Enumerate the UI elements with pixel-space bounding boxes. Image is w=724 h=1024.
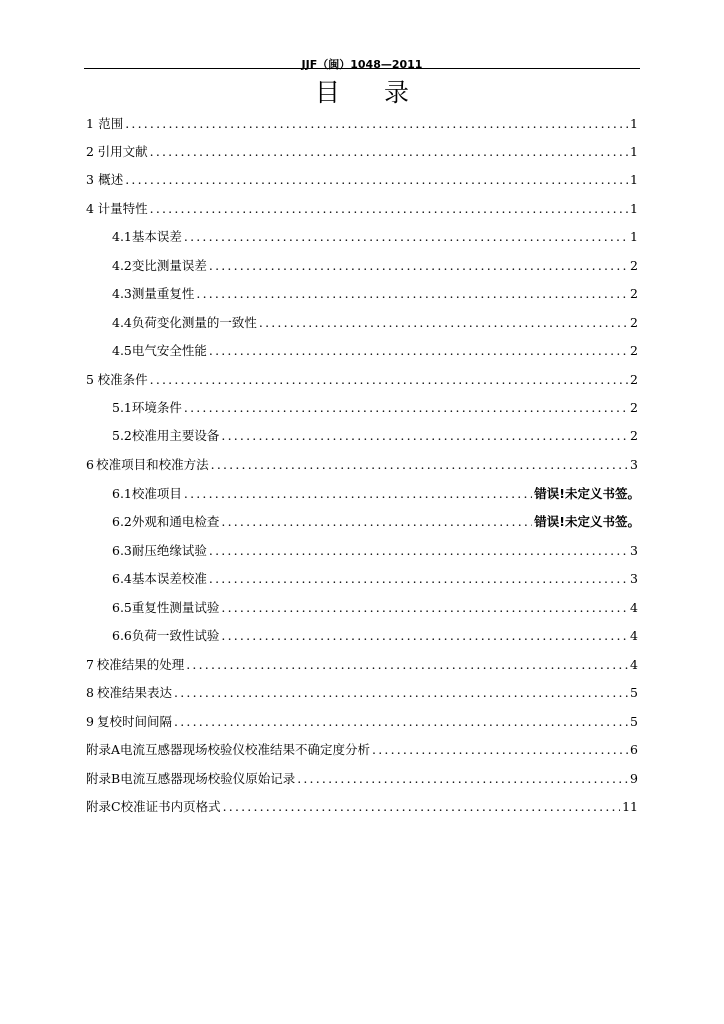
toc-entry-label: 校准结果表达 xyxy=(97,685,173,700)
toc-entry-page: 3 xyxy=(630,457,638,472)
toc-entry-page-error: 错误!未定义书签。 xyxy=(534,514,640,529)
toc-entry-number: 4.3 xyxy=(112,286,132,301)
toc-entry-number: 6.5 xyxy=(112,600,132,615)
toc-entry-page: 1 xyxy=(630,229,638,244)
toc-entry-page: 2 xyxy=(630,428,638,443)
toc-entry[interactable] xyxy=(86,114,638,134)
toc-leader-dots xyxy=(221,428,628,443)
toc-leader-dots xyxy=(209,571,628,586)
toc-entry-label: 外观和通电检查 xyxy=(131,514,220,529)
toc-entry[interactable] xyxy=(86,170,638,190)
toc-entry-number: 1 xyxy=(86,116,94,131)
toc-entry-page: 5 xyxy=(630,714,638,729)
toc-entry-label: 电流互感器现场校验仪校准结果不确定度分析 xyxy=(120,742,371,757)
toc-entry-page: 11 xyxy=(622,799,638,814)
toc-entry-label: 引用文献 xyxy=(97,144,148,159)
toc-entry-number: 2 xyxy=(86,144,94,159)
toc-entry-number: 9 xyxy=(86,714,94,729)
toc-entry[interactable] xyxy=(86,199,638,219)
toc-leader-dots xyxy=(259,315,628,330)
toc-leader-dots xyxy=(184,400,628,415)
toc-entry[interactable] xyxy=(112,341,638,361)
toc-entry-label: 校准用主要设备 xyxy=(131,428,220,443)
toc-leader-dots xyxy=(150,372,628,387)
toc-entry-label: 概述 xyxy=(98,172,124,187)
toc-entry-label: 重复性测量试验 xyxy=(131,600,220,615)
toc-entry-page: 2 xyxy=(630,286,638,301)
toc-entry-page: 1 xyxy=(630,172,638,187)
toc-leader-dots xyxy=(297,771,628,786)
toc-entry[interactable] xyxy=(112,512,640,532)
toc-entry[interactable] xyxy=(112,598,638,618)
toc-entry-label: 基本误差 xyxy=(131,229,182,244)
toc-entry-label: 电气安全性能 xyxy=(131,343,207,358)
toc-entry-number: 5 xyxy=(86,372,94,387)
toc-entry-number: 5.2 xyxy=(112,428,132,443)
toc-leader-dots xyxy=(184,229,628,244)
toc-entry-number: 6.4 xyxy=(112,571,132,586)
toc-entry-label: 负荷变化测量的一致性 xyxy=(131,315,257,330)
document-header: JJF（闽）1048—2011 xyxy=(301,58,423,71)
toc-entry[interactable] xyxy=(112,484,640,504)
toc-leader-dots xyxy=(221,600,628,615)
toc-entry-page: 1 xyxy=(630,201,638,216)
toc-entry-label: 复校时间间隔 xyxy=(97,714,173,729)
toc-entry[interactable] xyxy=(112,284,638,304)
toc-entry-page: 2 xyxy=(630,315,638,330)
toc-entry-label: 耐压绝缘试验 xyxy=(131,543,207,558)
toc-entry-page-error: 错误!未定义书签。 xyxy=(534,486,640,501)
toc-leader-dots xyxy=(221,514,532,529)
toc-entry-label: 校准项目和校准方法 xyxy=(96,457,209,472)
toc-leader-dots xyxy=(223,799,621,814)
toc-entry-number: 8 xyxy=(86,685,94,700)
header-divider xyxy=(84,68,640,69)
toc-entry[interactable] xyxy=(86,455,638,475)
toc-entry-label: 校准证书内页格式 xyxy=(120,799,221,814)
toc-leader-dots xyxy=(150,144,628,159)
toc-entry[interactable] xyxy=(112,313,638,333)
toc-entry[interactable] xyxy=(86,142,638,162)
toc-leader-dots xyxy=(372,742,628,757)
toc-entry-number: 3 xyxy=(86,172,94,187)
toc-entry[interactable] xyxy=(86,740,638,760)
toc-entry-number: 7 xyxy=(86,657,94,672)
toc-leader-dots xyxy=(196,286,628,301)
toc-entry-label: 校准结果的处理 xyxy=(96,657,185,672)
toc-entry-page: 3 xyxy=(630,543,638,558)
toc-entry-label: 负荷一致性试验 xyxy=(131,628,220,643)
toc-entry-number: 4.4 xyxy=(112,315,132,330)
toc-entry[interactable] xyxy=(112,256,638,276)
toc-entry[interactable] xyxy=(86,370,638,390)
toc-leader-dots xyxy=(174,685,628,700)
toc-entry-number: 4 xyxy=(86,201,94,216)
toc-entry[interactable] xyxy=(112,398,638,418)
toc-entry[interactable] xyxy=(86,712,638,732)
toc-leader-dots xyxy=(125,116,628,131)
toc-entry-number: 6.2 xyxy=(112,514,132,529)
toc-entry[interactable] xyxy=(86,797,638,817)
toc-entry-label: 环境条件 xyxy=(131,400,182,415)
toc-entry-page: 5 xyxy=(630,685,638,700)
toc-entry-label: 电流互感器现场校验仪原始记录 xyxy=(120,771,296,786)
toc-entry-page: 6 xyxy=(630,742,638,757)
toc-entry-page: 2 xyxy=(630,343,638,358)
toc-entry-label: 校准条件 xyxy=(97,372,148,387)
toc-leader-dots xyxy=(125,172,628,187)
toc-entry[interactable] xyxy=(112,626,638,646)
toc-entry-number: 附录B xyxy=(86,771,121,786)
toc-entry-page: 2 xyxy=(630,372,638,387)
toc-entry-label: 基本误差校准 xyxy=(131,571,207,586)
toc-entry-number: 4.2 xyxy=(112,258,132,273)
toc-entry[interactable] xyxy=(86,769,638,789)
toc-entry-page: 1 xyxy=(630,116,638,131)
toc-entry[interactable] xyxy=(86,655,638,675)
toc-entry-page: 1 xyxy=(630,144,638,159)
toc-entry-label: 范围 xyxy=(98,116,124,131)
toc-entry-number: 6.3 xyxy=(112,543,132,558)
toc-entry-number: 6 xyxy=(86,457,94,472)
toc-entry-number: 5.1 xyxy=(112,400,132,415)
toc-entry-number: 4.1 xyxy=(112,229,132,244)
page-title: 目录 xyxy=(314,78,453,107)
toc-leader-dots xyxy=(209,258,628,273)
toc-entry-page: 4 xyxy=(630,600,638,615)
toc-entry-page: 4 xyxy=(630,657,638,672)
toc-leader-dots xyxy=(209,343,628,358)
toc-leader-dots xyxy=(184,486,532,501)
toc-entry-page: 4 xyxy=(630,628,638,643)
toc-entry[interactable] xyxy=(86,683,638,703)
toc-entry-number: 附录C xyxy=(86,799,121,814)
toc-entry-label: 校准项目 xyxy=(131,486,182,501)
toc-entry-number: 6.1 xyxy=(112,486,132,501)
toc-entry-label: 计量特性 xyxy=(97,201,148,216)
toc-entry[interactable] xyxy=(112,541,638,561)
toc-entry-number: 附录A xyxy=(86,742,121,757)
toc-entry-page: 9 xyxy=(630,771,638,786)
toc-entry[interactable] xyxy=(112,426,638,446)
toc-entry-label: 变比测量误差 xyxy=(131,258,207,273)
toc-leader-dots xyxy=(186,657,628,672)
toc-leader-dots xyxy=(221,628,628,643)
toc-leader-dots xyxy=(211,457,628,472)
toc-entry[interactable] xyxy=(112,227,638,247)
toc-entry-page: 3 xyxy=(630,571,638,586)
toc-leader-dots xyxy=(209,543,628,558)
toc-leader-dots xyxy=(174,714,628,729)
toc-entry[interactable] xyxy=(112,569,638,589)
toc-entry-page: 2 xyxy=(630,400,638,415)
toc-leader-dots xyxy=(150,201,628,216)
toc-entry-number: 4.5 xyxy=(112,343,132,358)
toc-entry-page: 2 xyxy=(630,258,638,273)
toc-entry-number: 6.6 xyxy=(112,628,132,643)
toc-entry-label: 测量重复性 xyxy=(131,286,195,301)
